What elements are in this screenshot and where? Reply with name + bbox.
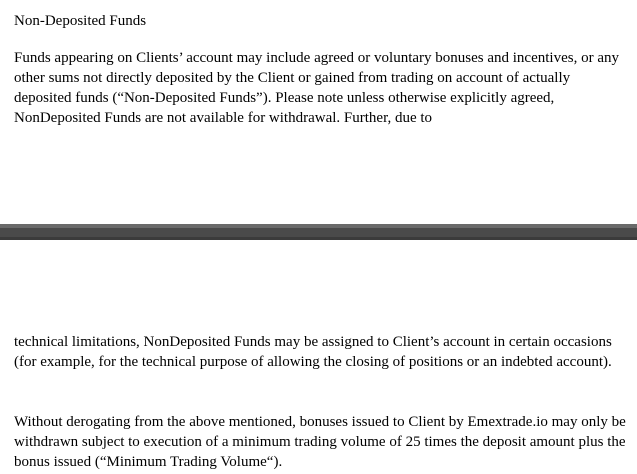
paragraph-minimum-trading-volume: Without derogating from the above mentioned, bonuses issued to Client by Emextrade.io may only be withdrawn subject to execution of a minimum trading volume of 25 times the deposit amount plus the bonus issued (“Minimum Trading Volume“). [14,414,626,470]
paragraph-non-deposited-funds-part1: Funds appearing on Clients’ account may include agreed or voluntary bonuses and incentives, or any other sums not directly deposited by the Client or gained from trading on account of actually deposited funds (“Non-Deposited Funds”). Please note unless otherwise explicitly agreed, NonDeposited Funds are not available for withdrawal. Further, due to [14,50,619,126]
document-page-top [0,0,637,224]
document-page-bottom [0,240,637,474]
section-heading: Non-Deposited Funds [14,13,147,29]
page-break-separator [0,224,637,240]
page-shadow [0,224,637,228]
paragraph-non-deposited-funds-part2: technical limitations, NonDeposited Funds may be assigned to Client’s account in certain occasions (for example, for the technical purpose of allowing the closing of positions or an indebted account). [14,334,612,370]
